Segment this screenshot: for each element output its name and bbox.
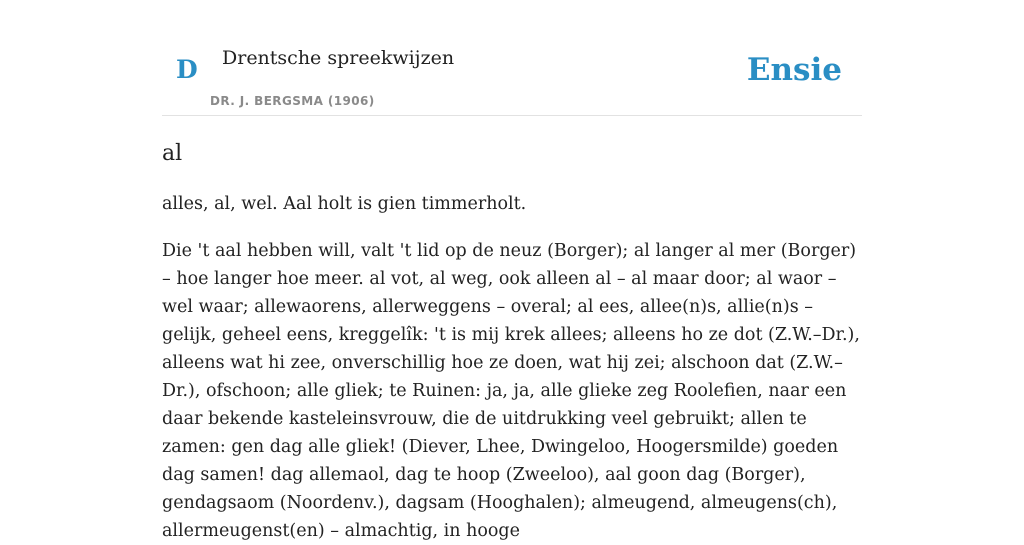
book-logo-link[interactable]: D <box>176 55 198 84</box>
entry-body: Die 't aal hebben will, valt 't lid op de neuz (Borger); al langer al mer (Borger) – hoe langer hoe meer. al vot, al weg, ook alleen al – al maar door; al waor – wel waar; allewaorens, allerweggens – overal; al ees, allee(n)s, allie(n)s – gelijk, geheel eens, kreggelîk: 't is mij krek allees; alleens ho ze dot (Z.W.–Dr.), alleens wat hi zee, onverschillig hoe ze doen, wat hij zei; alschoon dat (Z.W.–Dr.), ofschoon; alle gliek; te Ruinen: ja, ja, alle glieke zeg Roolefien, naar een daar bekende kasteleinsvrouw, die de uitdrukking veel gebruikt; allen te zamen: gen dag alle gliek! (Diever, Lhee, Dwingeloo, Hoogersmilde) goeden dag samen! dag allemaol, dag te hoop (Zweeloo), aal goon dag (Borger), gendagsaom (Noordenv.), dagsam (Hooghalen); almeugend, almeugens(ch), allermeugenst(en) – almachtig, in hooge <box>162 241 860 541</box>
entry-content <box>162 138 862 545</box>
book-title-link[interactable]: Drentsche spreekwijzen <box>222 47 455 69</box>
book-author: DR. J. BERGSMA (1906) <box>210 94 375 108</box>
entry-definition: alles, al, wel. Aal holt is gien timmerholt. <box>162 194 527 214</box>
book-header <box>162 0 862 116</box>
site-logo-link[interactable]: Ensie <box>746 52 842 88</box>
entry-title: al <box>162 141 183 166</box>
